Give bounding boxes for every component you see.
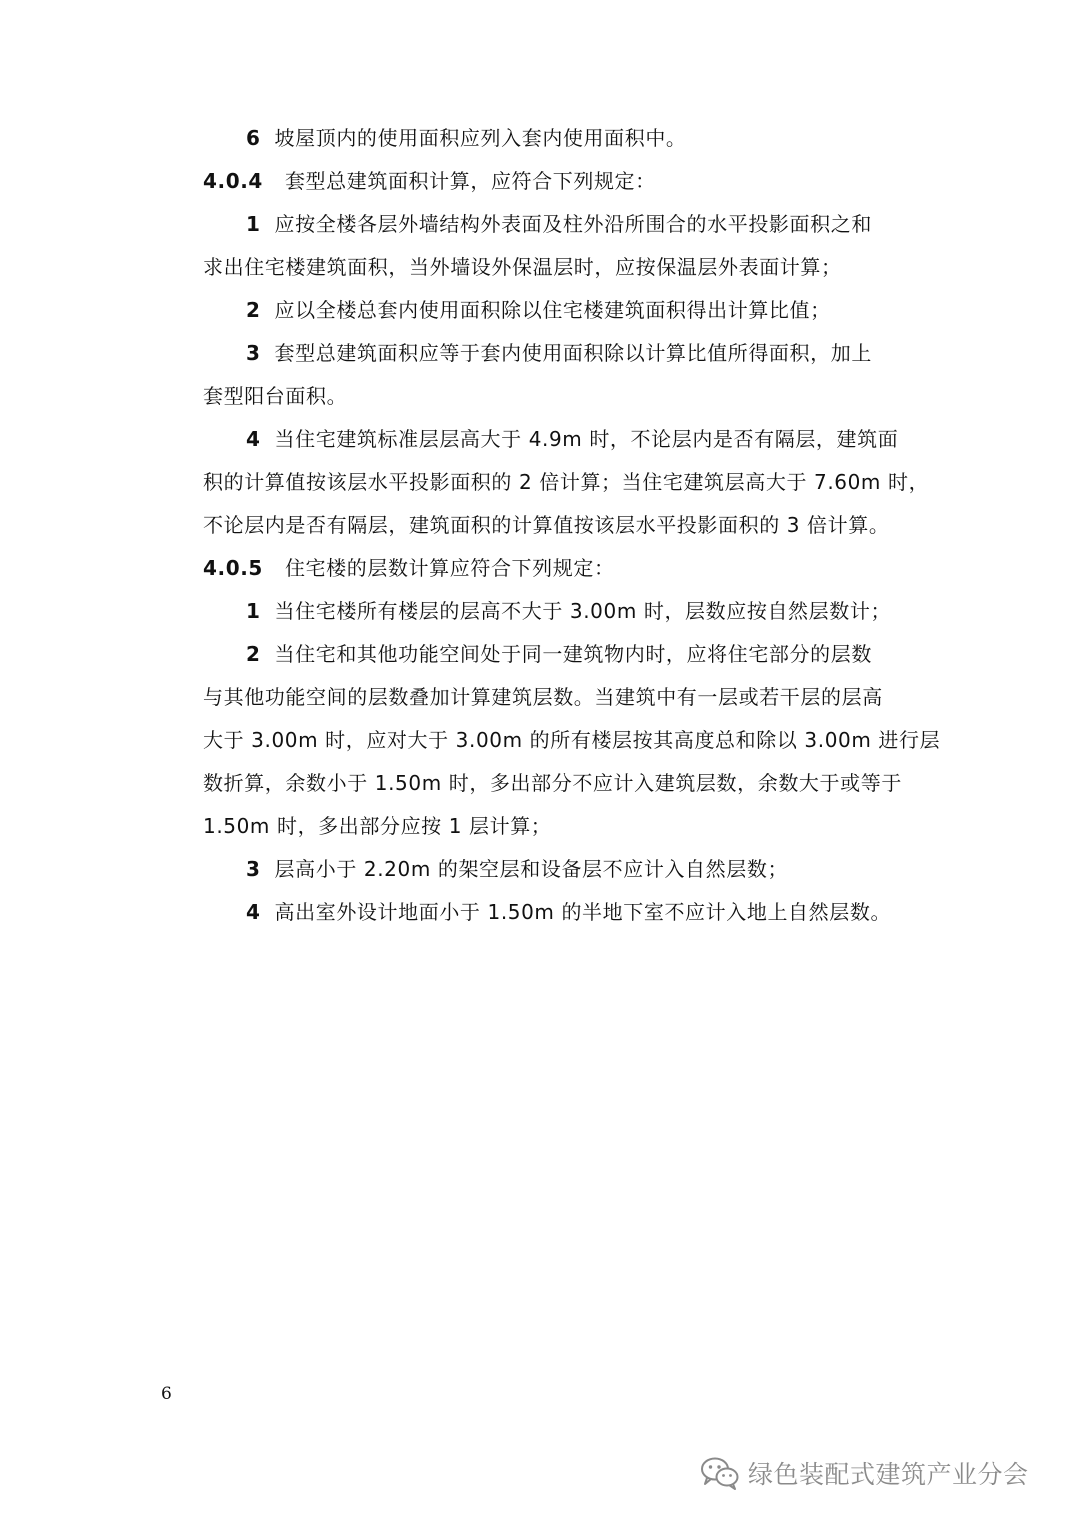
- item-text: 数折算，余数小于 1.50m 时，多出部分不应计入建筑层数，余数大于或等于: [203, 771, 902, 795]
- continuation-line: [203, 511, 923, 539]
- item-line: [246, 898, 966, 926]
- section-number: 4.0.4: [203, 169, 263, 193]
- item-number: 2: [246, 642, 261, 666]
- continuation-line: [203, 468, 930, 496]
- item-text: 高出室外设计地面小于 1.50m 的半地下室不应计入地上自然层数。: [274, 900, 892, 924]
- section-text: 住宅楼的层数计算应符合下列规定：: [284, 556, 615, 580]
- item-line: [246, 640, 966, 668]
- item-text: 不论层内是否有隔层，建筑面积的计算值按该层水平投影面积的 3 倍计算。: [203, 513, 890, 537]
- section-heading: [203, 167, 923, 195]
- watermark-text: 绿色装配式建筑产业分会: [748, 1460, 1029, 1489]
- item-number: 3: [246, 341, 261, 365]
- continuation-line: [203, 726, 941, 754]
- item-number: 4: [246, 427, 261, 451]
- continuation-line: [203, 769, 923, 797]
- item-number: 3: [246, 857, 261, 881]
- item-text: 层高小于 2.20m 的架空层和设备层不应计入自然层数；: [274, 857, 789, 881]
- item-text: 当住宅楼所有楼层的层高不大于 3.00m 时，层数应按自然层数计；: [274, 599, 892, 623]
- item-text: 套型总建筑面积应等于套内使用面积除以计算比值所得面积，加上: [274, 341, 872, 365]
- item-text: 积的计算值按该层水平投影面积的 2 倍计算；当住宅建筑层高大于 7.60m 时，: [203, 470, 930, 494]
- item-text: 与其他功能空间的层数叠加计算建筑层数。当建筑中有一层或若干层的层高: [203, 685, 883, 709]
- item-number: 6: [246, 126, 261, 150]
- item-line: [246, 124, 966, 152]
- item-text: 套型阳台面积。: [203, 384, 348, 408]
- continuation-line: [203, 382, 923, 410]
- item-line: [246, 339, 966, 367]
- section-heading: [203, 554, 923, 582]
- item-line: [246, 855, 966, 883]
- item-text: 大于 3.00m 时，应对大于 3.00m 的所有楼层按其高度总和除以 3.00m 进行层: [203, 728, 941, 752]
- item-line: [246, 597, 966, 625]
- item-text: 求出住宅楼建筑面积，当外墙设外保温层时，应按保温层外表面计算；: [203, 255, 842, 279]
- watermark: [700, 1453, 1029, 1493]
- item-text: 当住宅和其他功能空间处于同一建筑物内时，应将住宅部分的层数: [274, 642, 872, 666]
- item-number: 2: [246, 298, 261, 322]
- item-number: 1: [246, 212, 261, 236]
- item-line: [246, 210, 966, 238]
- section-text: 套型总建筑面积计算，应符合下列规定：: [284, 169, 656, 193]
- item-line: [246, 296, 966, 324]
- item-text: 坡屋顶内的使用面积应列入套内使用面积中。: [274, 126, 687, 150]
- item-text: 当住宅建筑标准层层高大于 4.9m 时，不论层内是否有隔层，建筑面: [274, 427, 899, 451]
- item-text: 应以全楼总套内使用面积除以住宅楼建筑面积得出计算比值；: [274, 298, 831, 322]
- section-number: 4.0.5: [203, 556, 263, 580]
- page-number: 6: [161, 1384, 172, 1404]
- item-number: 1: [246, 599, 261, 623]
- continuation-line: [203, 683, 923, 711]
- item-text: 1.50m 时，多出部分应按 1 层计算；: [203, 814, 552, 838]
- wechat-icon: [700, 1456, 740, 1490]
- item-text: 应按全楼各层外墙结构外表面及柱外沿所围合的水平投影面积之和: [274, 212, 872, 236]
- continuation-line: [203, 253, 923, 281]
- item-number: 4: [246, 900, 261, 924]
- item-line: [246, 425, 966, 453]
- continuation-line: [203, 812, 923, 840]
